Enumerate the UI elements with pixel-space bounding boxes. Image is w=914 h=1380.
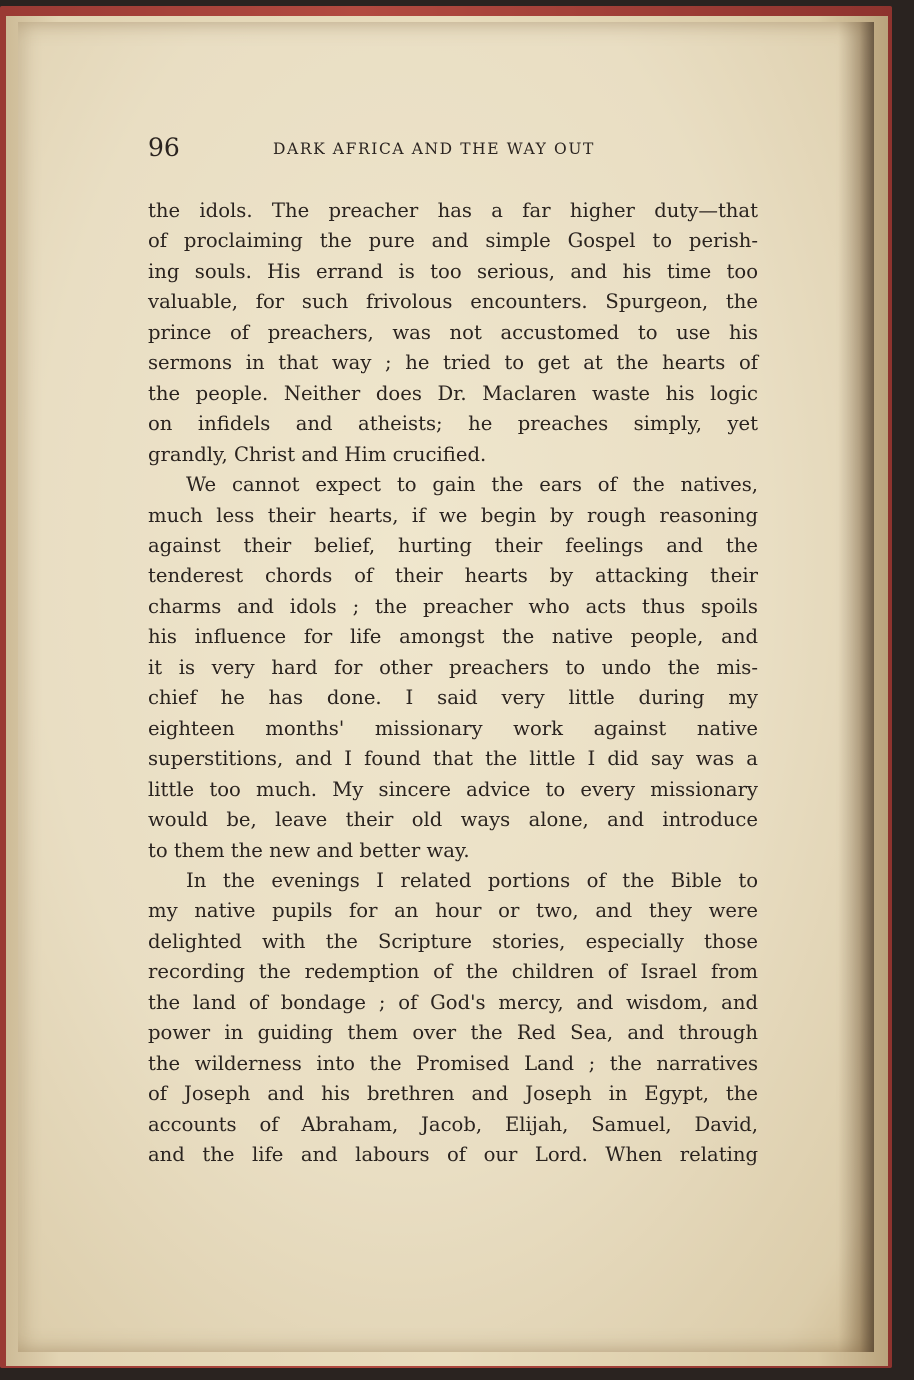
text-line: would be, leave their old ways alone, and introduce [148, 808, 758, 832]
text-line: his influence for life amongst the native people, and [148, 625, 758, 649]
text-line: delighted with the Scripture stories, especially those [148, 929, 758, 953]
text-line: my native pupils for an hour or two, and they were [148, 899, 758, 923]
text-line: of proclaiming the pure and simple Gospel to perish- [148, 229, 758, 253]
text-line: the wilderness into the Promised Land ; the narratives [148, 1051, 758, 1075]
text-line: accounts of Abraham, Jacob, Elijah, Samuel, David, [148, 1112, 758, 1136]
text-line: the idols. The preacher has a far higher duty—that [148, 199, 758, 222]
text-line: power in guiding them over the Red Sea, and through [148, 1021, 758, 1045]
text-line: charms and idols ; the preacher who acts thus spoils [148, 594, 758, 618]
text-line: eighteen months' missionary work against native [148, 716, 758, 740]
text-line: and the life and labours of our Lord. When relating [148, 1143, 758, 1167]
text-line: the people. Neither does Dr. Maclaren waste his logic [148, 381, 758, 405]
text-line: chief he has done. I said very little during my [148, 686, 758, 710]
text-line: sermons in that way ; he tried to get at the hearts of [148, 351, 758, 375]
body-text [148, 196, 758, 1171]
text-line: it is very hard for other preachers to undo the mis- [148, 655, 758, 679]
text-line: grandly, Christ and Him crucified. [148, 442, 487, 466]
text-line: the land of bondage ; of God's mercy, and wisdom, and [148, 990, 758, 1014]
text-line: We cannot expect to gain the ears of the natives, [186, 473, 758, 497]
text-line: to them the new and better way. [148, 838, 470, 862]
text-line: In the evenings I related portions of the Bible to [186, 868, 758, 892]
running-head [148, 130, 644, 166]
text-line: little too much. My sincere advice to every missionary [148, 777, 758, 801]
text-line: much less their hearts, if we begin by rough reasoning [148, 503, 758, 527]
text-line: recording the redemption of the children of Israel from [148, 960, 758, 984]
text-line: prince of preachers, was not accustomed to use his [148, 320, 758, 344]
running-title: DARK AFRICA AND THE WAY OUT [273, 140, 595, 158]
text-line: superstitions, and I found that the little I did say was a [148, 747, 758, 771]
page-edge-shadow [838, 22, 874, 1352]
page-number: 96 [148, 133, 180, 162]
text-line: against their belief, hurting their feelings and the [148, 533, 758, 557]
text-line: ing souls. His errand is too serious, and his time too [148, 259, 758, 283]
text-line: tenderest chords of their hearts by attacking their [148, 564, 758, 588]
text-line: valuable, for such frivolous encounters. Spurgeon, the [148, 290, 758, 314]
text-line: on infidels and atheists; he preaches simply, yet [148, 412, 758, 436]
text-line: of Joseph and his brethren and Joseph in Egypt, the [148, 1082, 758, 1106]
